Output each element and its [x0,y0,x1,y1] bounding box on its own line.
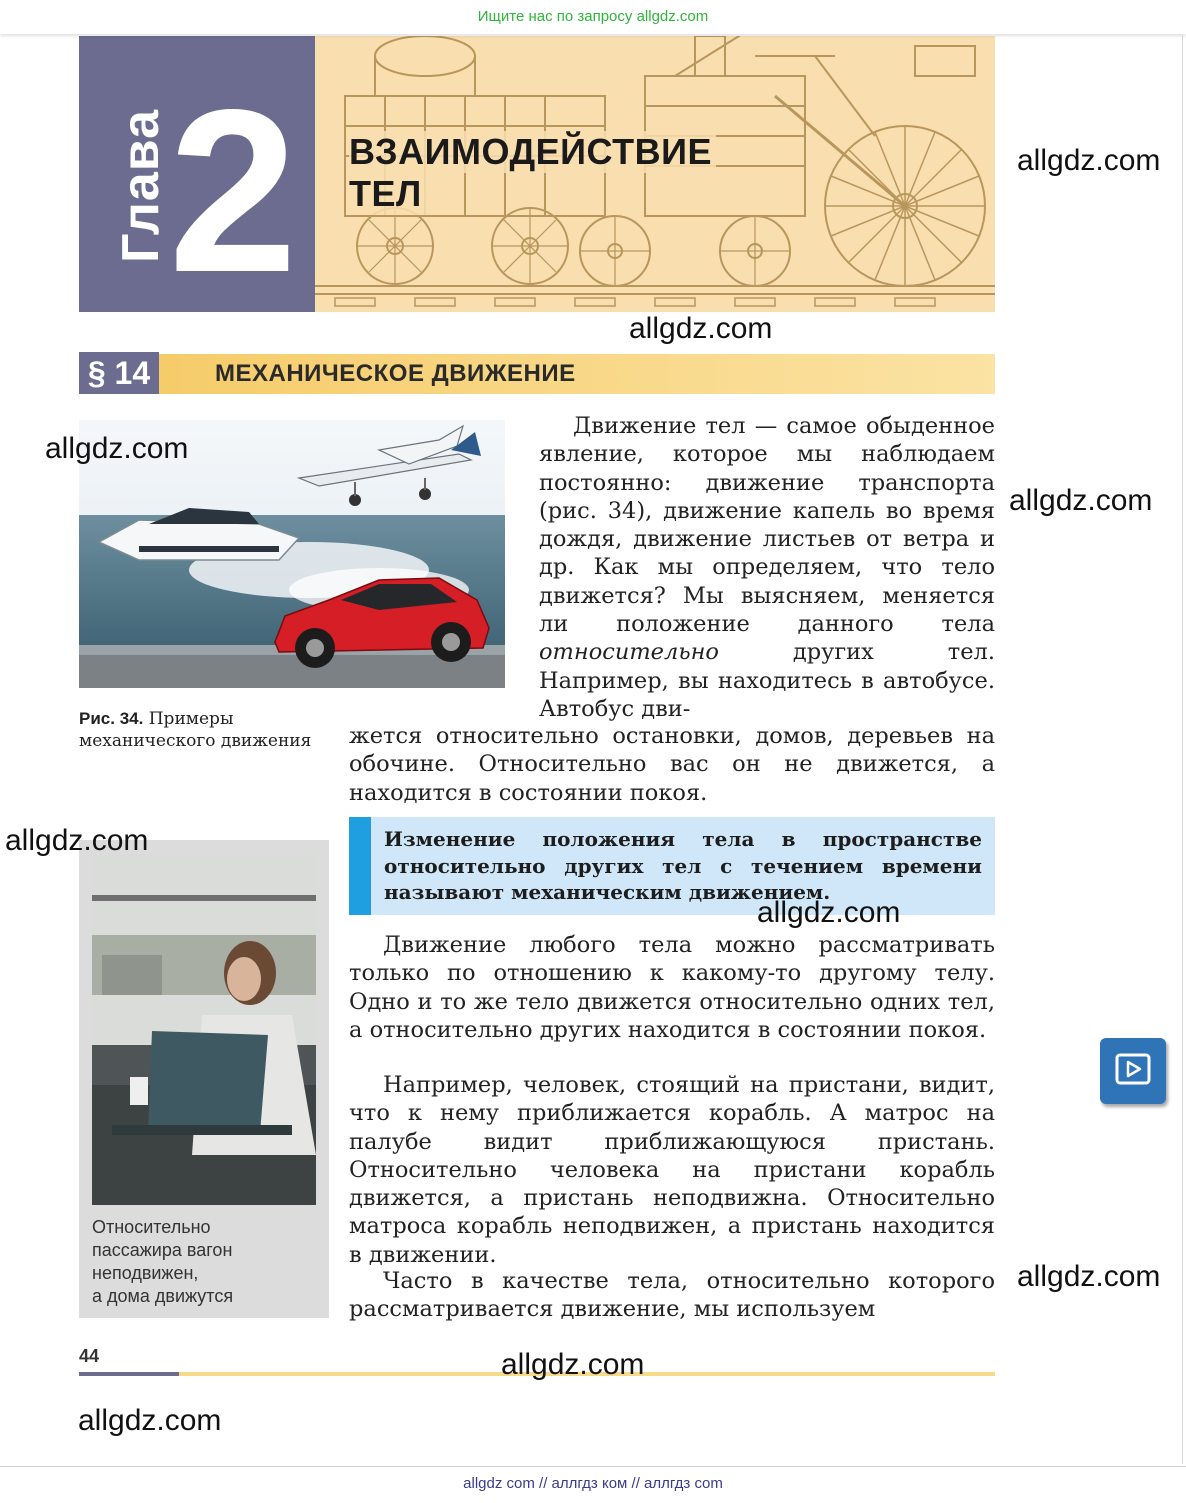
watermark: allgdz.com [45,432,189,465]
watermark: allgdz.com [5,824,149,857]
paragraph-1 [539,412,995,723]
watermark: allgdz.com [1017,144,1161,177]
chapter-title-line1: ВЗАИМОДЕЙСТВИЕ [349,131,716,173]
paragraph-1-part2: других тел. Например, вы находитесь в автобусе. Автобус дви- [539,639,995,722]
watermark: allgdz.com [501,1348,645,1381]
figure-34-caption [79,708,329,752]
figure-passenger-caption [92,1216,322,1308]
caption-line: пассажира вагон [92,1240,233,1260]
top-banner: Ищите нас по запросу allgdz.com [0,0,1186,34]
paragraph-1-part1: Движение тел — самое обыденное явление, которое мы наблюдаем постоянно: движение транспорта (рис. 34), движение капель во время дождя, движение листьев от ветра и др. Как мы определяем, что тело движется? Мы выясняем, меняется ли положение данного тела [539,413,995,638]
watermark: allgdz.com [757,896,901,929]
footer-line-purple [79,1372,179,1376]
page-number: 44 [79,1346,100,1366]
figure-34-caption-text: Примеры механического движения [79,709,312,751]
video-play-button[interactable] [1100,1038,1166,1104]
chapter-title [349,131,716,215]
play-icon [1100,1038,1166,1104]
passenger-illustration [92,855,316,1205]
definition-text: Изменение положения тела в пространстве относительно других тел с течением времени называют механическим движением. [384,827,982,904]
watermark: allgdz.com [629,312,773,345]
watermark: allgdz.com [1017,1260,1161,1293]
caption-line: Относительно [92,1217,211,1237]
paragraph-1-italic: относительно [539,639,719,666]
paragraph-3: Например, человек, стоящий на пристани, видит, что к нему приближается корабль. А матрос на палубе видит приближающуюся пристань. Относительно человека на пристани корабль движется, а пристань неподвижна. Относительно матроса корабль неподвижен, а пристань находится в движении. [349,1072,995,1268]
paragraph-1-continuation: жется относительно остановки, домов, деревьев на обочине. Относительно вас он не движется, а находится в состоянии покоя. [349,723,995,806]
figure-34-label: Рис. 34. [79,709,144,728]
chapter-title-line2: ТЕЛ [349,173,426,215]
section-title: МЕХАНИЧЕСКОЕ ДВИЖЕНИЕ [215,360,576,387]
watermark: allgdz.com [1009,484,1153,517]
caption-line: а дома движутся [92,1286,234,1306]
figure-passenger-photo [92,855,316,1205]
chapter-word: Глава [112,108,170,264]
definition-stripe [349,817,371,915]
bottom-banner: allgdz com // аллгдз ком // аллгдз com [0,1466,1186,1503]
chapter-badge [79,36,315,312]
chapter-number: 2 [168,62,298,312]
section-number: § 14 [79,352,159,394]
paragraph-4: Часто в качестве тела, относительно которого рассматривается движение, мы используем [349,1268,995,1323]
caption-line: неподвижен, [92,1263,199,1283]
watermark: allgdz.com [78,1404,222,1437]
paragraph-2: Движение любого тела можно рассматривать только по отношению к какому-то другому телу. Одно и то же тело движется относительно одних тел, а относительно других находится в состоянии покоя. [349,932,995,1043]
